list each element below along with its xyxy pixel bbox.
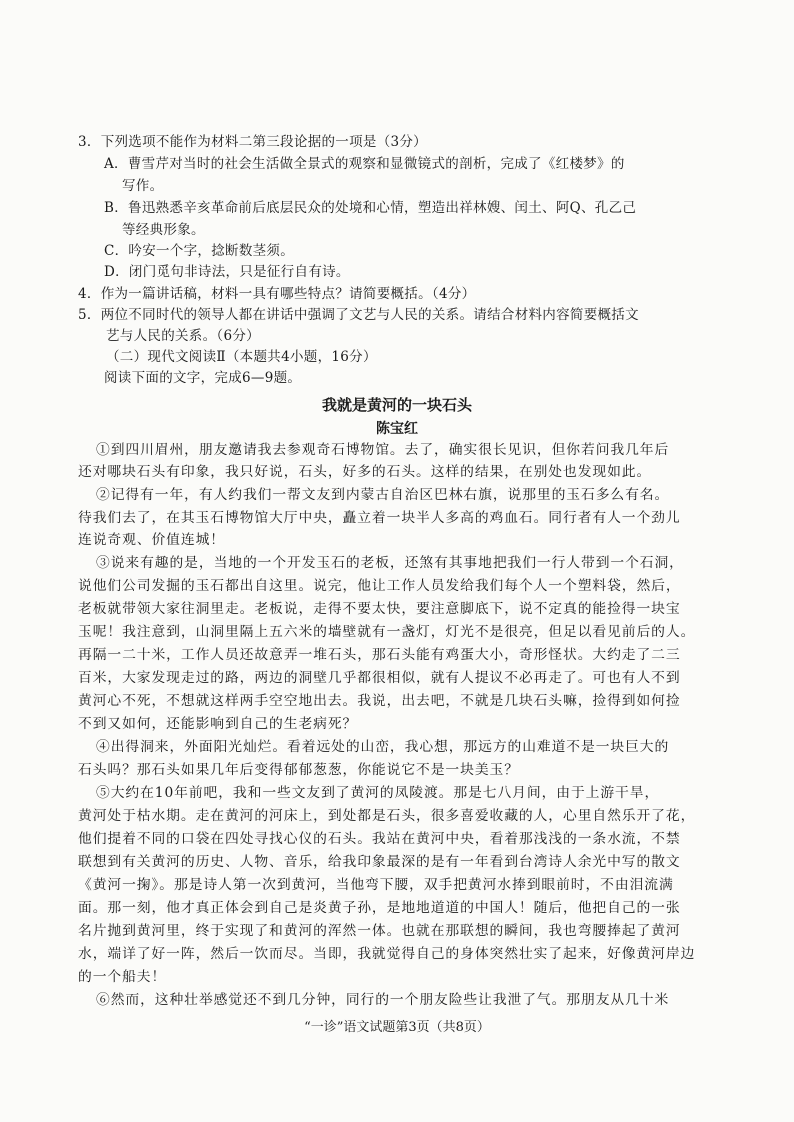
question-3-option-c: C．吟安一个字，捻断数茎须。 <box>104 243 295 259</box>
article-line: ②记得有一年，有人约我们一帮文友到内蒙古自治区巴林右旗，说那里的玉石多么有名。 <box>96 487 670 503</box>
article-line: 说他们公司发掘的玉石都出自这里。说完，他让工作人员发给我们每个人一个塑料袋，然后， <box>78 578 681 594</box>
question-3-option-d: D．闭门觅句非诗法，只是征行自有诗。 <box>104 264 350 280</box>
question-3-option-b-cont: 等经典形象。 <box>122 222 205 238</box>
question-3-option-a-cont: 写作。 <box>122 178 164 194</box>
section-heading: （二）现代文阅读Ⅱ（本题共4小题，16分） <box>106 349 377 365</box>
question-5-cont: 艺与人民的关系。（6分） <box>106 328 260 344</box>
article-line: ①到四川眉州，朋友邀请我去参观奇石博物馆。去了，确实很长见识，但你若问我几年后 <box>96 442 670 458</box>
question-3-stem: 3．下列选项不能作为材料二第三段论据的一项是（3分） <box>78 134 427 150</box>
article-line: 联想到有关黄河的历史、人物、音乐，给我印象最深的是有一年看到台湾诗人余光中写的散文 <box>78 854 681 870</box>
article-line: 《黄河一掬》。那是诗人第一次到黄河，当他弯下腰，双手把黄河水捧到眼前时，不由泪流满 <box>78 877 674 893</box>
reading-instruction: 阅读下面的文字，完成6—9题。 <box>104 370 302 386</box>
article-line: 面。那一刻，他才真正体会到自己是炎黄子孙，是地地道道的中国人！随后，他把自己的一张 <box>78 900 681 916</box>
question-3-option-a: A．曹雪芹对当时的社会生活做全景式的观察和显微镜式的剖析，完成了《红楼梦》的 <box>104 156 625 172</box>
article-line: 石头吗？那石头如果几年后变得郁郁葱葱，你能说它不是一块美玉？ <box>78 762 519 778</box>
article-line: 再隔一二十米，工作人员还故意弄一堆石头，那石头能有鸡蛋大小，奇形怪状。大约走了二三 <box>78 647 681 663</box>
question-4: 4．作为一篇讲话稿，材料一具有哪些特点？请简要概括。（4分） <box>78 286 476 302</box>
article-line: 黄河心不死，不想就这样两手空空地出去。我说，出去吧，不就是几块石头嘛，捡得到如何捡 <box>78 693 681 709</box>
article-line: 老板就带领大家往洞里走。老板说，走得不要太快，要注意脚底下，说不定真的能捡得一块宝 <box>78 601 681 617</box>
article-line: 他们提着不同的口袋在四处寻找心仪的石头。我站在黄河中央，看着那浅浅的一条水流，不禁 <box>78 831 681 847</box>
article-author: 陈宝红 <box>376 421 418 437</box>
question-5: 5．两位不同时代的领导人都在讲话中强调了文艺与人民的关系。请结合材料内容简要概括文 <box>78 307 639 323</box>
article-line: ⑤大约在10年前吧，我和一些文友到了黄河的凤陵渡。那是七八月间，由于上游干旱， <box>96 785 660 801</box>
article-line: ③说来有趣的是，当地的一个开发玉石的老板，还煞有其事地把我们一行人带到一个石洞， <box>96 555 684 571</box>
article-line: 的一个船夫！ <box>78 969 167 985</box>
question-3-option-b: B．鲁迅熟悉辛亥革命前后底层民众的处境和心情，塑造出祥林嫂、闰土、阿Q、孔乙己 <box>104 200 637 216</box>
article-line: 还对哪块石头有印象，我只好说，石头，好多的石头。这样的结果，在别处也发现如此。 <box>78 464 652 480</box>
article-line: 待我们去了，在其玉石博物馆大厅中央，矗立着一块半人多高的鸡血石。同行者有人一个劲儿 <box>78 510 681 526</box>
article-line: 玉呢！我注意到，山洞里隔上五六米的墙壁就有一盏灯，灯光不是很亮，但足以看见前后的人。 <box>78 624 696 640</box>
article-title: 我就是黄河的一块石头 <box>321 396 472 414</box>
article-line: 不到又如何，还能影响到自己的生老病死？ <box>78 716 358 732</box>
article-line: ⑥然而，这种壮举感觉还不到几分钟，同行的一个朋友险些让我泄了气。那朋友从几十米 <box>96 992 670 1008</box>
article-line: 名片抛到黄河里，终于实现了和黄河的浑然一体。也就在那联想的瞬间，我也弯腰捧起了黄河 <box>78 923 681 939</box>
article-line: 连说奇观、价值连城！ <box>78 532 225 548</box>
article-line: 百米，大家发现走过的路，两边的洞壁几乎都很相似，就有人提议不必再走了。可也有人不到 <box>78 670 681 686</box>
article-line: ④出得洞来，外面阳光灿烂。看着远处的山峦，我心想，那远方的山难道不是一块巨大的 <box>96 739 670 755</box>
page-footer: “一诊”语文试题第3页（共8页） <box>304 1020 490 1035</box>
article-line: 黄河处于枯水期。走在黄河的河床上，到处都是石头，很多喜爱收藏的人，心里自然乐开了花， <box>78 808 696 824</box>
article-line: 水，端详了好一阵，然后一饮而尽。当即，我就觉得自己的身体突然壮实了起来，好像黄河岸边 <box>78 946 696 962</box>
